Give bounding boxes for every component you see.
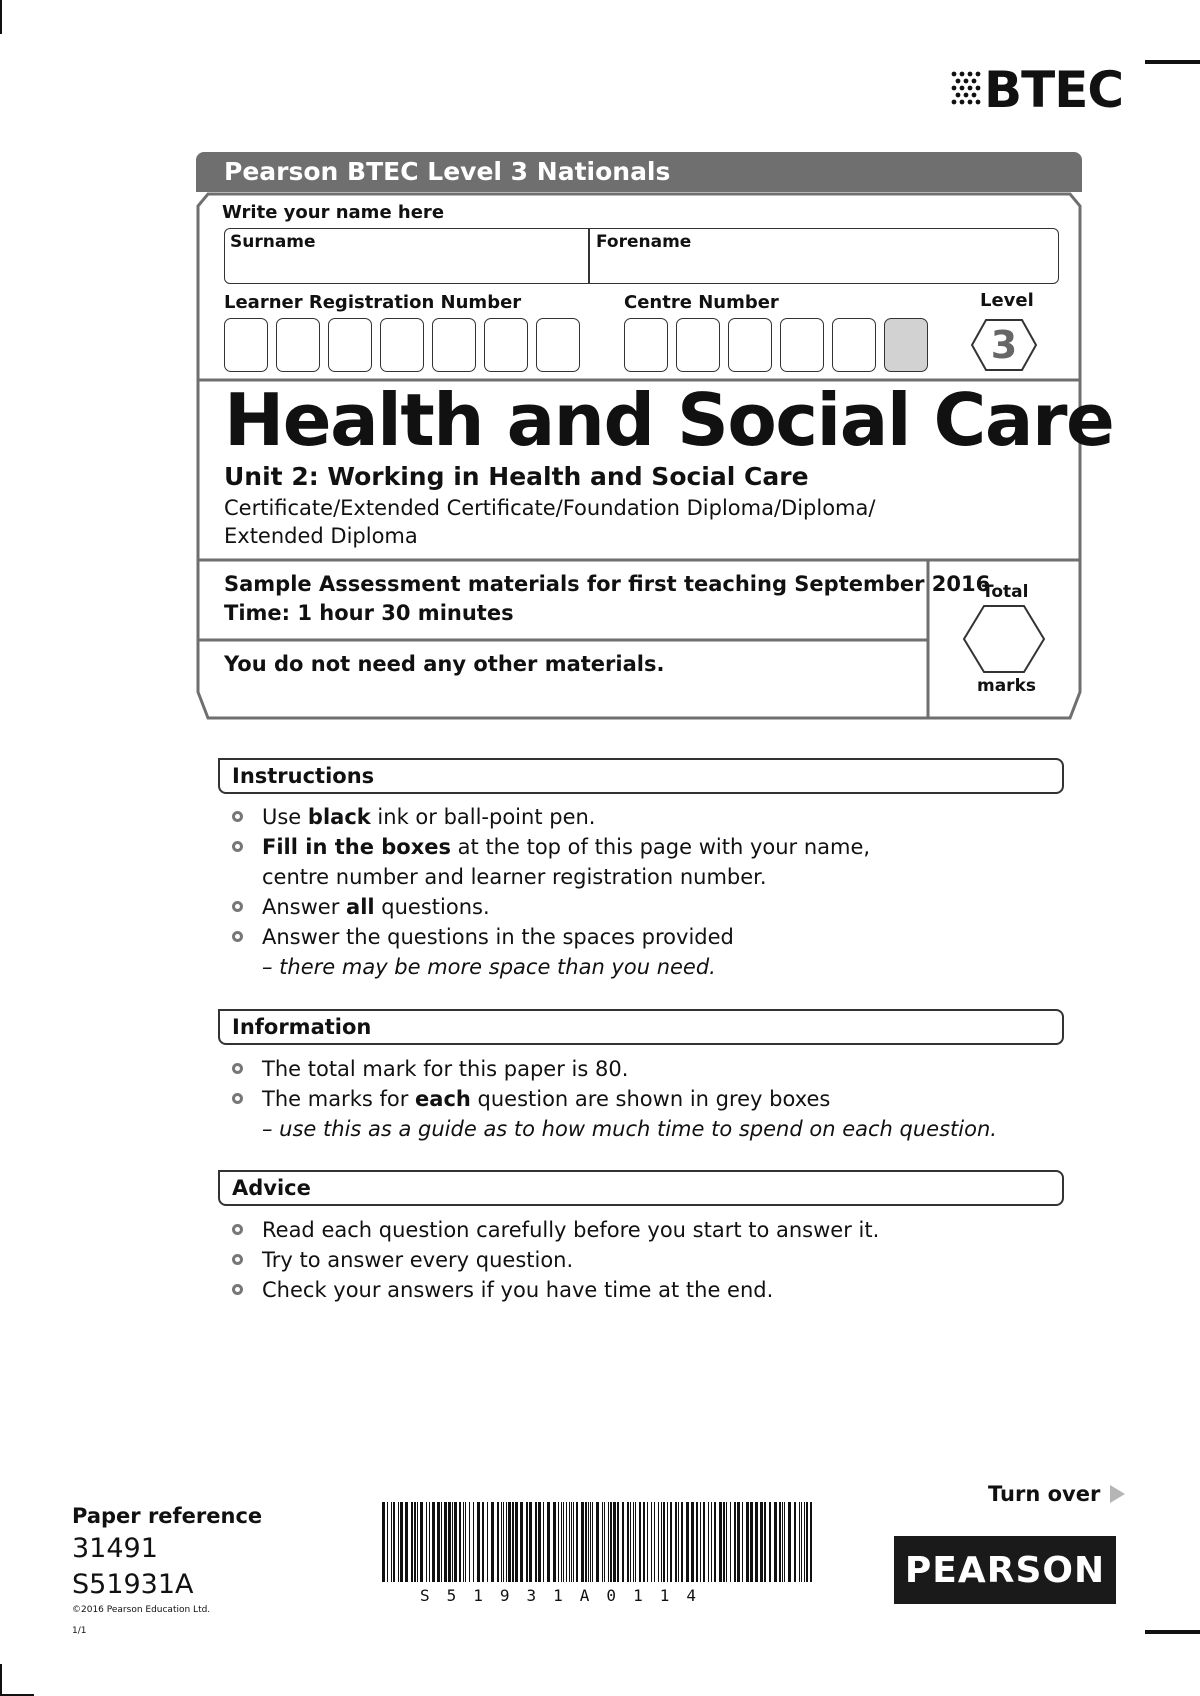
time-allowed: Time: 1 hour 30 minutes bbox=[224, 601, 514, 625]
barcode-bar bbox=[681, 1502, 683, 1582]
barcode-bar bbox=[602, 1502, 603, 1582]
learner-reg-digit[interactable] bbox=[276, 318, 320, 372]
barcode-bar bbox=[465, 1502, 466, 1582]
level-hexagon bbox=[970, 318, 1038, 372]
barcode-bar bbox=[667, 1502, 668, 1582]
centre-number-digit-grey bbox=[884, 318, 928, 372]
barcode-bar bbox=[566, 1502, 567, 1582]
barcode-bar bbox=[723, 1502, 725, 1582]
btec-dots-icon bbox=[948, 68, 982, 112]
name-field-divider bbox=[588, 228, 590, 284]
qualifications-line-1: Certificate/Extended Certificate/Foundation Diploma/Diploma/ bbox=[224, 496, 876, 520]
page-fraction: 1/1 bbox=[72, 1626, 87, 1636]
barcode-bar bbox=[520, 1502, 523, 1582]
instructions-list bbox=[228, 802, 870, 982]
barcode-bar bbox=[581, 1502, 584, 1582]
barcode-bar bbox=[508, 1502, 511, 1582]
barcode-bar bbox=[463, 1502, 464, 1582]
barcode-bar bbox=[387, 1502, 388, 1582]
bullet-icon bbox=[232, 901, 243, 912]
bullet-icon bbox=[232, 1224, 243, 1235]
barcode-bar bbox=[558, 1502, 559, 1582]
learner-reg-digit[interactable] bbox=[536, 318, 580, 372]
barcode-bar bbox=[810, 1502, 812, 1582]
barcode-bar bbox=[391, 1502, 392, 1582]
qualifications-line-2: Extended Diploma bbox=[224, 524, 418, 548]
barcode-bar bbox=[538, 1502, 541, 1582]
barcode-bar bbox=[806, 1502, 808, 1582]
barcode-bar bbox=[590, 1502, 591, 1582]
barcode-bar bbox=[437, 1502, 440, 1582]
bullet-icon bbox=[232, 1254, 243, 1265]
centre-number-digit[interactable] bbox=[780, 318, 824, 372]
barcode-bar bbox=[491, 1502, 494, 1582]
bullet-icon bbox=[232, 1284, 243, 1295]
barcode-bar bbox=[592, 1502, 593, 1582]
qualifications bbox=[224, 494, 924, 550]
list-item: Answer all questions. bbox=[228, 892, 870, 922]
barcode-bar bbox=[658, 1502, 659, 1582]
total-marks-hexagon[interactable] bbox=[962, 604, 1046, 674]
instructions-heading: Instructions bbox=[218, 758, 1064, 794]
bullet-icon bbox=[232, 841, 243, 852]
barcode-bar bbox=[755, 1502, 758, 1582]
barcode-bar bbox=[779, 1502, 781, 1582]
centre-number-digit[interactable] bbox=[832, 318, 876, 372]
barcode-bar bbox=[420, 1502, 423, 1582]
barcode-bar bbox=[405, 1502, 408, 1582]
barcode-bar bbox=[588, 1502, 589, 1582]
turn-over-label: Turn over bbox=[988, 1482, 1101, 1506]
barcode-bar bbox=[477, 1502, 480, 1582]
barcode-bar bbox=[604, 1502, 605, 1582]
list-item: Use black ink or ball-point pen. bbox=[228, 802, 870, 832]
barcode-bar bbox=[635, 1502, 636, 1582]
paper-number: 31491 bbox=[72, 1533, 158, 1564]
barcode-bar bbox=[398, 1502, 399, 1582]
barcode-bar bbox=[553, 1502, 556, 1582]
barcode-bar bbox=[663, 1502, 665, 1582]
barcode-bar bbox=[651, 1502, 652, 1582]
barcode-bar bbox=[703, 1502, 705, 1582]
turn-over bbox=[988, 1482, 1125, 1506]
materials-note: You do not need any other materials. bbox=[224, 652, 665, 676]
barcode-bar bbox=[382, 1502, 385, 1582]
centre-number-digit[interactable] bbox=[728, 318, 772, 372]
barcode-bar bbox=[596, 1502, 599, 1582]
centre-number-label: Centre Number bbox=[624, 292, 779, 313]
barcode-bar bbox=[661, 1502, 662, 1582]
advice-heading: Advice bbox=[218, 1170, 1064, 1206]
barcode-bar bbox=[639, 1502, 641, 1582]
surname-label: Surname bbox=[230, 232, 316, 252]
barcode-bar bbox=[400, 1502, 403, 1582]
barcode-bar bbox=[512, 1502, 514, 1582]
level-value: 3 bbox=[990, 323, 1018, 367]
list-item: Try to answer every question. bbox=[228, 1245, 879, 1275]
barcode-bar bbox=[497, 1502, 499, 1582]
barcode-bar bbox=[622, 1502, 624, 1582]
total-label: Total bbox=[982, 582, 1029, 602]
barcode-bar bbox=[627, 1502, 629, 1582]
barcode-text: S51931A0114 bbox=[420, 1586, 713, 1605]
barcode-bar bbox=[742, 1502, 743, 1582]
barcode-bar bbox=[760, 1502, 763, 1582]
barcode-bar bbox=[444, 1502, 447, 1582]
bullet-icon bbox=[232, 1063, 243, 1074]
barcode-bar bbox=[714, 1502, 716, 1582]
barcode-bar bbox=[613, 1502, 616, 1582]
barcode-bar bbox=[804, 1502, 805, 1582]
learner-reg-digit[interactable] bbox=[328, 318, 372, 372]
learner-reg-digit[interactable] bbox=[484, 318, 528, 372]
barcode-bar bbox=[769, 1502, 771, 1582]
barcode-bar bbox=[547, 1502, 550, 1582]
forename-input[interactable] bbox=[592, 252, 1056, 282]
barcode-bar bbox=[719, 1502, 722, 1582]
barcode-bar bbox=[737, 1502, 740, 1582]
barcode-bar bbox=[750, 1502, 753, 1582]
copyright-note: ©2016 Pearson Education Ltd. bbox=[72, 1605, 211, 1615]
barcode-bar bbox=[448, 1502, 451, 1582]
barcode-bar bbox=[529, 1502, 532, 1582]
learner-reg-digit[interactable] bbox=[432, 318, 476, 372]
barcode-bar bbox=[503, 1502, 504, 1582]
barcode-bar bbox=[782, 1502, 783, 1582]
barcode-bar bbox=[563, 1502, 564, 1582]
barcode-bar bbox=[726, 1502, 727, 1582]
pearson-logo: PEARSON bbox=[894, 1536, 1116, 1604]
btec-logo bbox=[948, 62, 1123, 118]
information-heading: Information bbox=[218, 1009, 1064, 1045]
marks-label: marks bbox=[977, 676, 1036, 696]
barcode-bar bbox=[678, 1502, 679, 1582]
bullet-icon bbox=[232, 1093, 243, 1104]
barcode-bar bbox=[571, 1502, 572, 1582]
barcode-bar bbox=[794, 1502, 796, 1582]
barcode-bar bbox=[610, 1502, 612, 1582]
centre-number-digit[interactable] bbox=[624, 318, 668, 372]
barcode-bar bbox=[788, 1502, 791, 1582]
barcode-bar bbox=[784, 1502, 785, 1582]
barcode-bar bbox=[730, 1502, 731, 1582]
barcode-bar bbox=[526, 1502, 528, 1582]
barcode-bar bbox=[452, 1502, 453, 1582]
paper-reference-label: Paper reference bbox=[72, 1504, 263, 1528]
barcode-bar bbox=[506, 1502, 507, 1582]
barcode-bar bbox=[696, 1502, 698, 1582]
write-name-label: Write your name here bbox=[222, 202, 445, 223]
barcode-bar bbox=[774, 1502, 777, 1582]
barcode-bar bbox=[799, 1502, 800, 1582]
barcode-bar bbox=[414, 1502, 416, 1582]
barcode-bar bbox=[417, 1502, 418, 1582]
arrow-right-icon bbox=[1110, 1485, 1125, 1503]
bullet-icon bbox=[232, 811, 243, 822]
barcode-bar bbox=[608, 1502, 609, 1582]
advice-list bbox=[228, 1215, 879, 1305]
list-item: Check your answers if you have time at the end. bbox=[228, 1275, 879, 1305]
barcode-bar bbox=[691, 1502, 694, 1582]
barcode-bar bbox=[654, 1502, 655, 1582]
barcode-bar bbox=[543, 1502, 544, 1582]
barcode-bar bbox=[482, 1502, 484, 1582]
barcode-bar bbox=[675, 1502, 677, 1582]
barcode-bar bbox=[569, 1502, 570, 1582]
barcode-bar bbox=[535, 1502, 537, 1582]
barcode-bar bbox=[801, 1502, 802, 1582]
list-item: Read each question carefully before you start to answer it. bbox=[228, 1215, 879, 1245]
learner-reg-digit[interactable] bbox=[380, 318, 424, 372]
barcode-bar bbox=[454, 1502, 457, 1582]
barcode-bar bbox=[573, 1502, 574, 1582]
barcode-bar bbox=[426, 1502, 427, 1582]
list-item: The total mark for this paper is 80. bbox=[228, 1054, 997, 1084]
unit-title: Unit 2: Working in Health and Social Care bbox=[224, 462, 809, 491]
barcode-bar bbox=[429, 1502, 430, 1582]
barcode-bar bbox=[746, 1502, 749, 1582]
list-item: The marks for each question are shown in grey boxes – use this as a guide as to how much time to spend on each question. bbox=[228, 1084, 997, 1144]
barcode-bar bbox=[734, 1502, 736, 1582]
barcode-bar bbox=[764, 1502, 766, 1582]
crop-mark-bottom-right bbox=[1145, 1630, 1200, 1634]
bullet-icon bbox=[232, 931, 243, 942]
barcode-bar bbox=[686, 1502, 689, 1582]
barcode-bar bbox=[393, 1502, 395, 1582]
barcode-bar bbox=[469, 1502, 470, 1582]
paper-code: S51931A bbox=[72, 1569, 194, 1600]
barcode-bar bbox=[501, 1502, 502, 1582]
barcode-bar bbox=[633, 1502, 634, 1582]
barcode-bar bbox=[561, 1502, 562, 1582]
crop-mark-top-left bbox=[0, 0, 2, 34]
barcode-bar bbox=[643, 1502, 645, 1582]
barcode-image bbox=[382, 1502, 818, 1582]
barcode-bar bbox=[670, 1502, 672, 1582]
btec-wordmark: BTEC bbox=[984, 61, 1124, 119]
barcode-bar bbox=[515, 1502, 518, 1582]
list-item: Answer the questions in the spaces provided – there may be more space than you need. bbox=[228, 922, 870, 982]
crop-mark-top-right bbox=[1145, 60, 1200, 64]
barcode-bar bbox=[630, 1502, 631, 1582]
barcode-bar bbox=[459, 1502, 461, 1582]
barcode-bar bbox=[585, 1502, 587, 1582]
exam-title: Health and Social Care bbox=[224, 378, 1114, 462]
barcode-bar bbox=[700, 1502, 701, 1582]
barcode-bar bbox=[473, 1502, 474, 1582]
forename-label: Forename bbox=[596, 232, 692, 252]
barcode-bar bbox=[441, 1502, 442, 1582]
barcode-bar bbox=[617, 1502, 619, 1582]
barcode-bar bbox=[487, 1502, 488, 1582]
barcode-bar bbox=[708, 1502, 709, 1582]
barcode-bar bbox=[576, 1502, 578, 1582]
centre-number-digit[interactable] bbox=[676, 318, 720, 372]
level-label: Level bbox=[980, 290, 1034, 311]
list-item: Fill in the boxes at the top of this page with your name, centre number and learner registration number. bbox=[228, 832, 870, 892]
qualification-banner: Pearson BTEC Level 3 Nationals bbox=[196, 152, 1082, 192]
barcode-bar bbox=[432, 1502, 435, 1582]
barcode-bar bbox=[411, 1502, 413, 1582]
learner-registration-label: Learner Registration Number bbox=[224, 292, 522, 313]
sample-note: Sample Assessment materials for first teaching September 2016 bbox=[224, 572, 991, 596]
surname-input[interactable] bbox=[226, 252, 586, 282]
barcode-bar bbox=[647, 1502, 648, 1582]
learner-reg-digit[interactable] bbox=[224, 318, 268, 372]
crop-mark-bottom-left bbox=[0, 1664, 2, 1696]
information-list bbox=[228, 1054, 997, 1144]
barcode-bar bbox=[711, 1502, 712, 1582]
